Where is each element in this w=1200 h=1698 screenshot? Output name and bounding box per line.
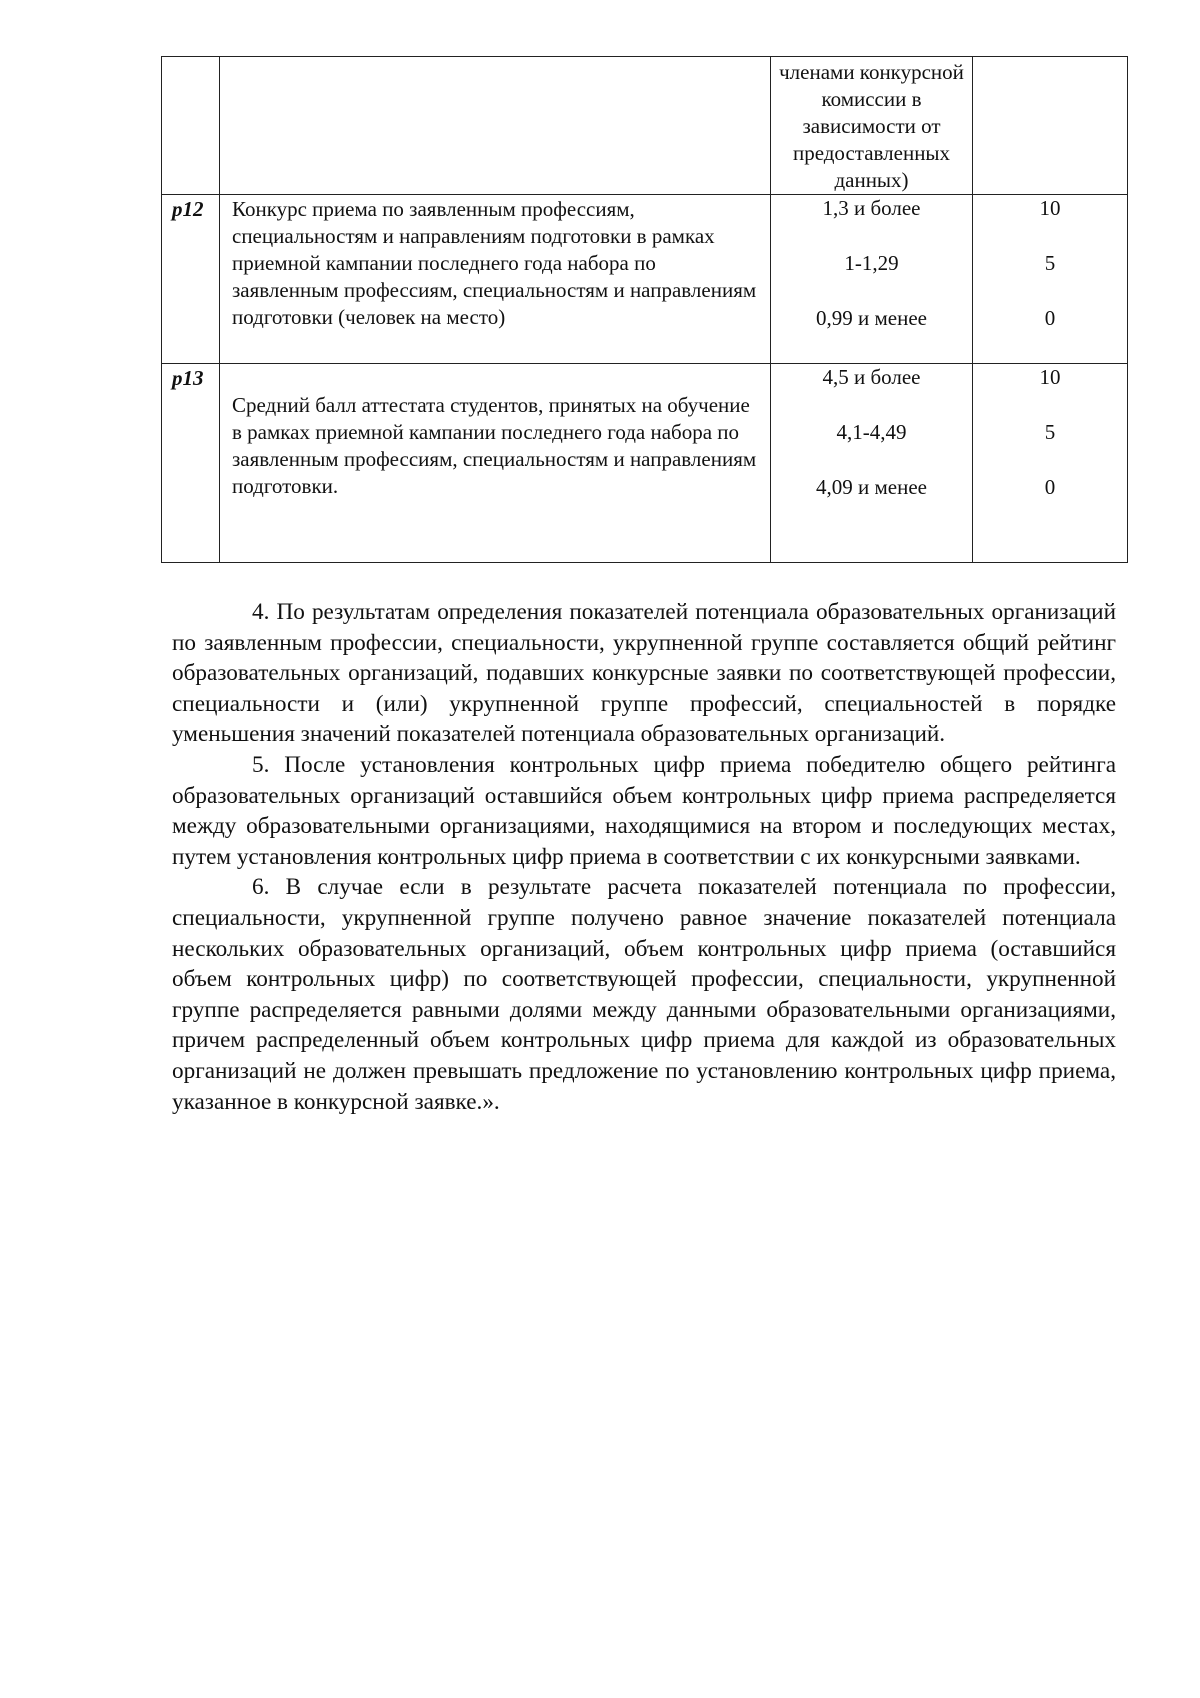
row-description [220, 57, 771, 195]
row-points [973, 57, 1128, 195]
paragraph-6: 6. В случае если в результате расчета показателей потенциала по профессии, специальности, укрупненной группе получено равное значение показателей потенциала нескольких образовательных организаций, объем контрольных цифр приема (оставшийся объем контрольных цифр) по соответствующей профессии, специальности, укрупненной группе распределяется равными долями между данными образовательными организациями, причем распределенный объем контрольных цифр приема для каждой из образовательных организаций не должен превышать предложение по установлению контрольных цифр приема, указанное в конкурсной заявке.». [172, 874, 1116, 1115]
row-description: Конкурс приема по заявленным профессиям, специальностям и направлениям подготовки в рамках приемной кампании последнего года набора по заявленным профессиям, специальностям и направлениям подготовки (человек на место) [220, 195, 771, 364]
criteria-value: 0,99 и менее [816, 306, 927, 330]
row-points [973, 195, 1128, 364]
points-value: 10 [1039, 196, 1061, 220]
criteria-value: 1,3 и более [822, 196, 921, 220]
row-code: p13 [162, 364, 220, 563]
row-code: p12 [162, 195, 220, 364]
points-value: 0 [1044, 475, 1056, 499]
table-row [162, 195, 1128, 364]
points-value: 5 [1044, 251, 1056, 275]
row-criteria [771, 364, 973, 563]
criteria-value: 4,09 и менее [816, 475, 927, 499]
row-description: Средний балл аттестата студентов, принятых на обучение в рамках приемной кампании последнего года набора по заявленным профессиям, специальностям и направлениям подготовки. [220, 364, 771, 563]
points-value: 5 [1044, 420, 1056, 444]
criteria-value: 1-1,29 [844, 251, 899, 275]
row-code [162, 57, 220, 195]
points-value: 0 [1044, 306, 1056, 330]
criteria-value: 4,5 и более [822, 365, 921, 389]
criteria-value: 4,1-4,49 [836, 420, 907, 444]
paragraph-4: 4. По результатам определения показателей потенциала образовательных организаций по заявленным профессии, специальности, укрупненной группе составляется общий рейтинг образовательных организаций, подавших конкурсные заявки по соответствующей профессии, специальности и (или) укрупненной группе профессий, специальностей в порядке уменьшения значений показателей потенциала образовательных организаций. [172, 599, 1116, 748]
row-points [973, 364, 1128, 563]
row-criteria-text: членами конкурсной комиссии в зависимости от предоставленных данных) [771, 57, 973, 195]
points-value: 10 [1039, 365, 1061, 389]
table-row [162, 364, 1128, 563]
table-row [162, 57, 1128, 195]
body-text [172, 597, 1116, 1117]
paragraph-5: 5. После установления контрольных цифр приема победителю общего рейтинга образовательных организаций оставшийся объем контрольных цифр приема распределяется между образовательными организациями, находящимися на втором и последующих местах, путем установления контрольных цифр приема в соответствии с их конкурсными заявками. [172, 751, 1116, 870]
row-criteria [771, 195, 973, 364]
criteria-table [161, 56, 1128, 563]
